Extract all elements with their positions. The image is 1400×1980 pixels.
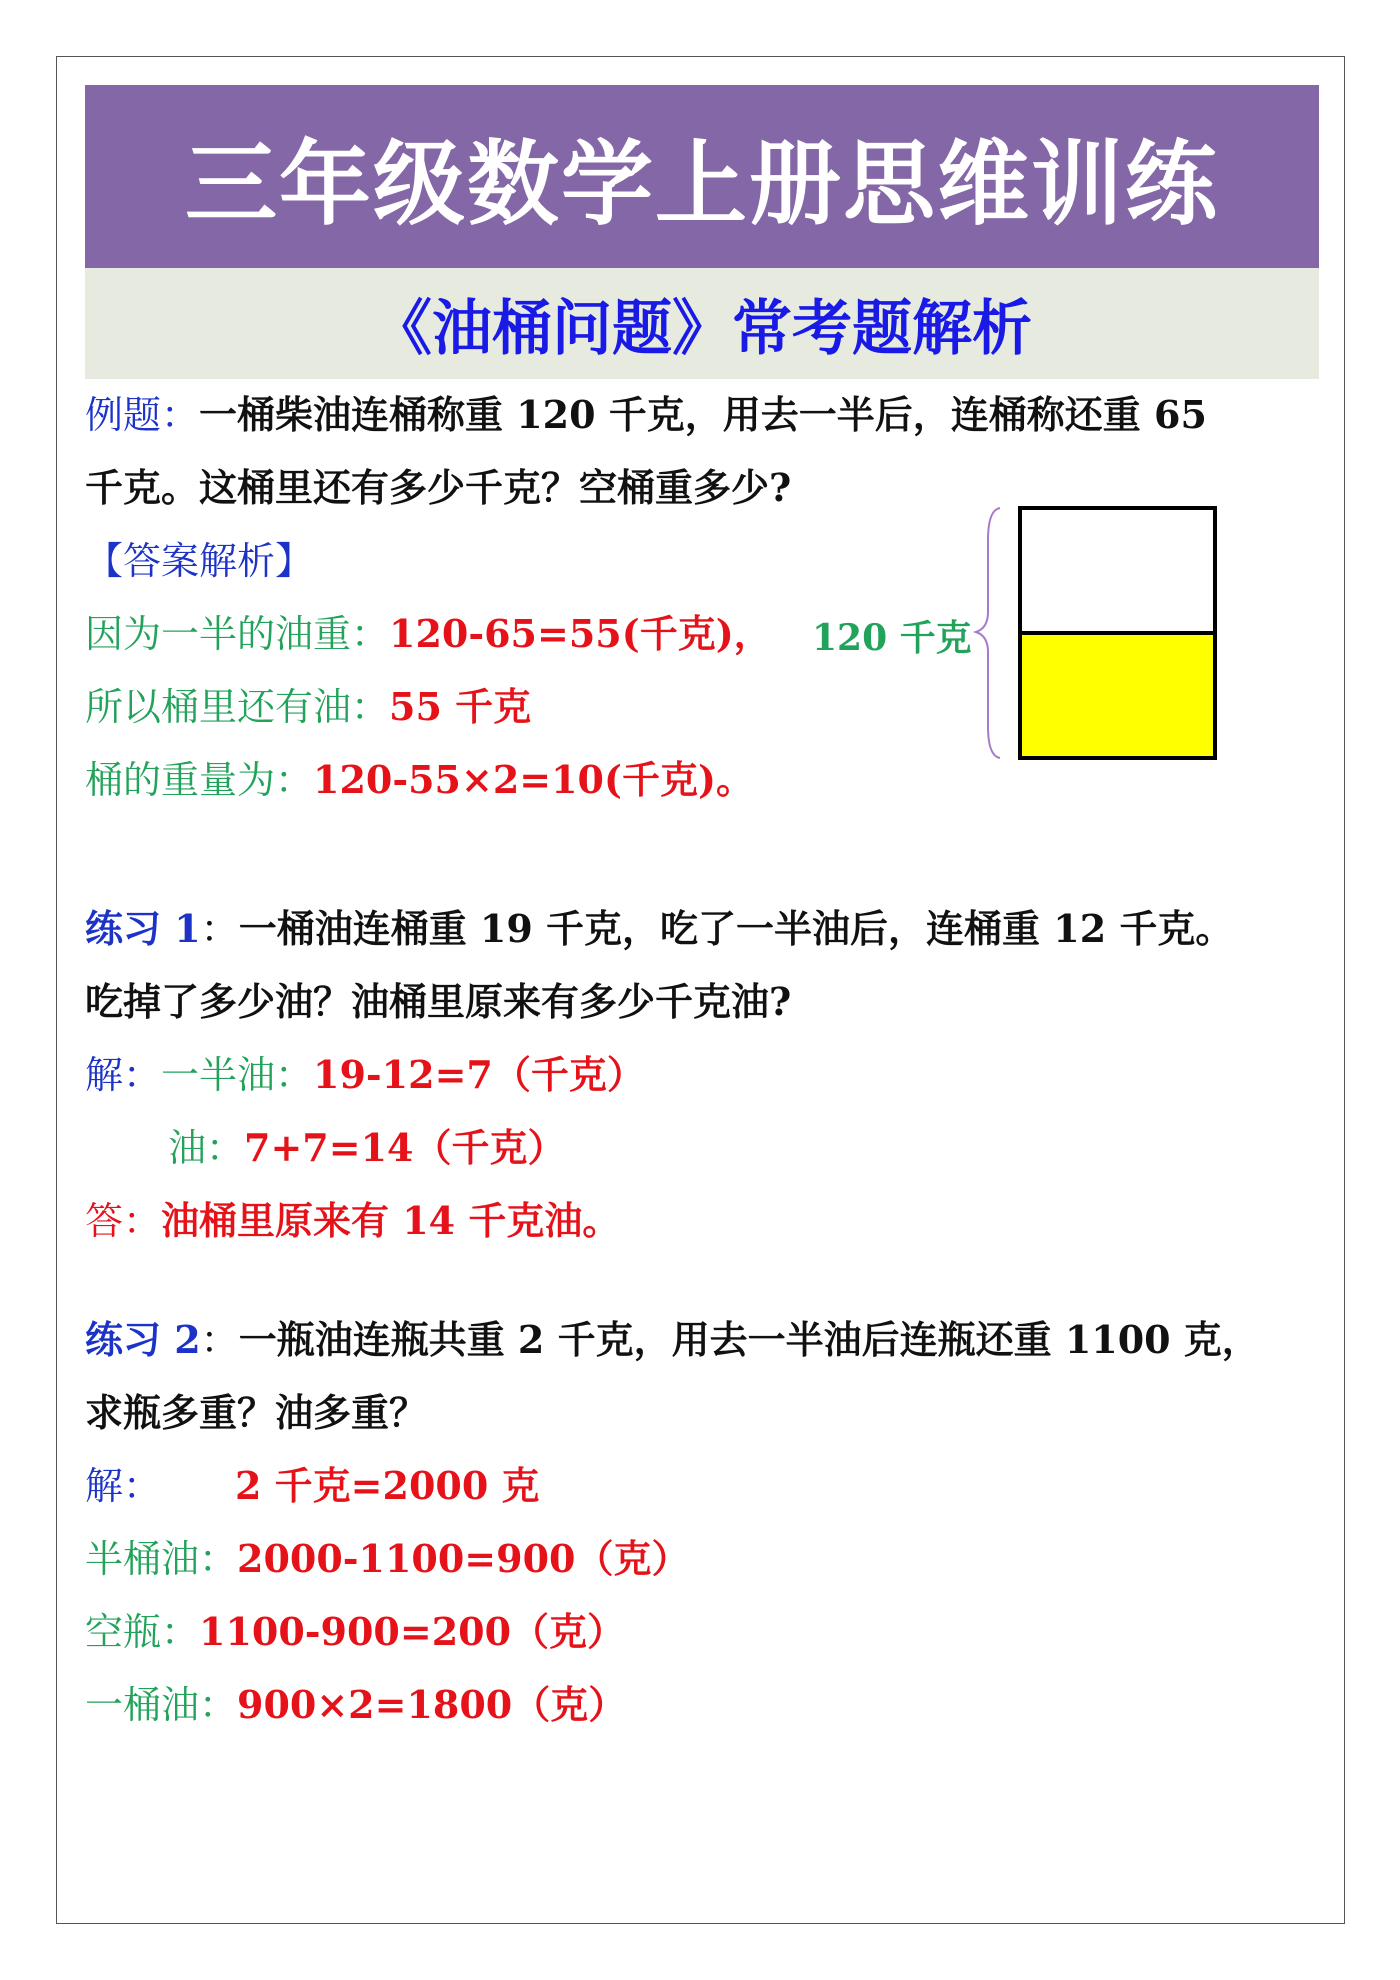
practice-1-line-2-label: 油： xyxy=(168,1126,245,1170)
practice-2-line-3-label: 一桶油： xyxy=(85,1683,238,1727)
practice-1-question-text-1: 一桶油连桶重 19 千克，吃了一半油后，连桶重 12 千克。 xyxy=(238,906,1234,951)
practice-2-line-1-value: 2000-1100=900（克） xyxy=(237,1536,690,1581)
practice-1-line-1-label: 一半油： xyxy=(161,1053,314,1097)
example-step-3 xyxy=(85,757,754,802)
example-question-text-1: 一桶柴油连桶称重 120 千克，用去一半后，连桶称还重 65 xyxy=(199,392,1207,437)
example-step-3-value: 120-55×2=10(千克)。 xyxy=(313,757,754,802)
practice-2-solution-line-1 xyxy=(85,1463,540,1508)
page-subtitle-text: 《油桶问题》常考题解析 xyxy=(372,293,1032,364)
practice-2-colon: ： xyxy=(200,1318,239,1362)
example-question-line-1 xyxy=(85,392,1207,437)
page-title xyxy=(85,85,1319,268)
example-question-text-2: 千克。这桶里还有多少千克？空桶重多少? xyxy=(85,465,792,510)
practice-1-solution-line-2 xyxy=(168,1125,566,1170)
weight-brace xyxy=(976,508,1000,758)
page-subtitle xyxy=(85,268,1319,379)
practice-2-solve-label: 解： xyxy=(85,1464,162,1508)
example-step-3-label: 桶的重量为： xyxy=(85,758,314,802)
example-step-1-value: 120-65=55(千克)， xyxy=(389,611,772,656)
practice-1-line-2-value: 7+7=14（千克） xyxy=(244,1125,566,1170)
oil-fill xyxy=(1020,633,1215,758)
practice-2-line-2-label: 空瓶： xyxy=(85,1610,200,1654)
page-title-text: 三年级数学上册思维训练 xyxy=(184,130,1219,238)
practice-2-line-1-label: 半桶油： xyxy=(85,1537,238,1581)
practice-1-question-line-2: 吃掉了多少油？油桶里原来有多少千克油? xyxy=(85,979,792,1024)
example-step-2-label: 所以桶里还有油： xyxy=(85,685,390,729)
example-step-1-label: 因为一半的油重： xyxy=(85,612,390,656)
practice-2-question-line-2: 求瓶多重？油多重？ xyxy=(85,1390,428,1435)
practice-1-question-line-1 xyxy=(85,906,1234,951)
practice-1-line-1-value: 19-12=7（千克） xyxy=(313,1052,645,1097)
practice-2-question-line-1 xyxy=(85,1317,1260,1362)
practice-2-label: 练习 2 xyxy=(85,1317,201,1362)
practice-1-solution-line-1 xyxy=(85,1052,645,1097)
barrel-diagram xyxy=(970,500,1230,770)
practice-1-answer xyxy=(85,1198,621,1243)
practice-1-solve-label: 解： xyxy=(85,1053,162,1097)
practice-1-label: 练习 1 xyxy=(85,906,201,951)
practice-2-solution-line-4 xyxy=(85,1682,627,1727)
practice-1-answer-text: 油桶里原来有 14 千克油。 xyxy=(161,1198,621,1243)
practice-1-colon: ： xyxy=(200,907,239,951)
example-step-1 xyxy=(85,611,772,656)
example-step-2-value: 55 千克 xyxy=(389,684,532,729)
practice-2-line-3-value: 900×2=1800（克） xyxy=(237,1682,627,1727)
example-step-2 xyxy=(85,684,532,729)
practice-2-solution-line-2 xyxy=(85,1536,690,1581)
practice-2-solution-line-3 xyxy=(85,1609,626,1654)
practice-2-question-text-1: 一瓶油连瓶共重 2 千克，用去一半油后连瓶还重 1100 克， xyxy=(238,1317,1260,1362)
barrel-weight-label: 120 千克 xyxy=(812,617,972,659)
practice-2-line-2-value: 1100-900=200（克） xyxy=(199,1609,626,1654)
example-question-line-2 xyxy=(85,465,792,510)
example-label: 例题： xyxy=(85,393,200,437)
answer-header: 【答案解析】 xyxy=(85,539,314,583)
practice-1-answer-label: 答： xyxy=(85,1199,162,1243)
practice-2-conversion: 2 千克=2000 克 xyxy=(235,1463,540,1508)
